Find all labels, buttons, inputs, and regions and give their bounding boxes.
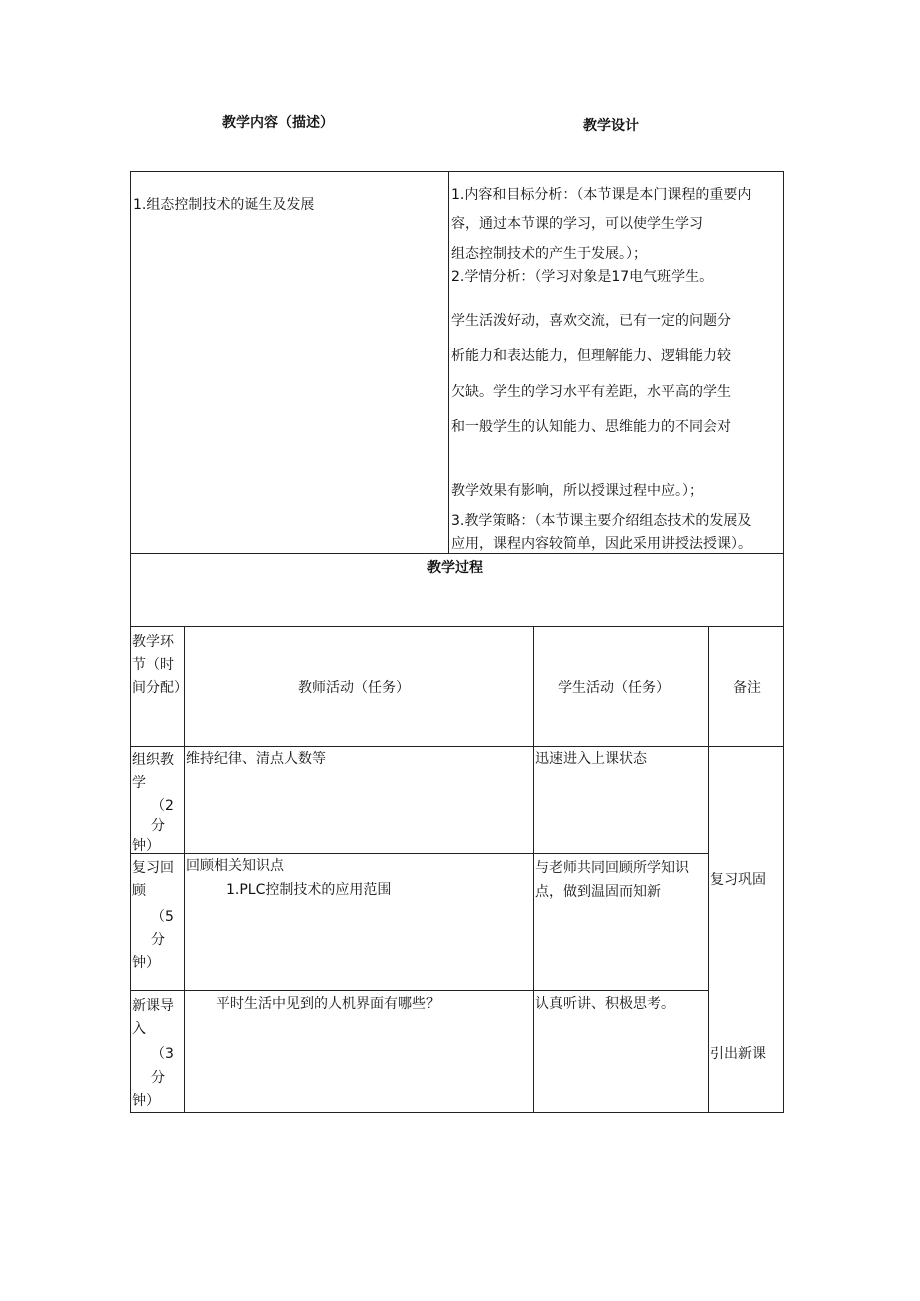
stage-header: 间分配）	[132, 680, 188, 696]
stage-header: 节（时	[132, 657, 174, 673]
student-cell: 迅速进入上课状态	[535, 751, 647, 767]
stage-cell: 学	[132, 775, 146, 791]
design-line: 析能力和表达能力，但理解能力、逻辑能力较	[451, 348, 731, 364]
stage-cell: 分	[151, 932, 165, 948]
stage-cell: （5	[151, 909, 174, 925]
stage-cell: 组织教	[132, 752, 174, 768]
stage-cell: 新课导	[132, 998, 174, 1014]
stage-cell: 分	[151, 1070, 165, 1086]
design-line: 组态控制技术的产生于发展。）；	[451, 246, 647, 262]
teacher-cell: 1.PLC控制技术的应用范围	[226, 882, 392, 898]
stage-cell: 入	[132, 1021, 146, 1037]
design-line: 欠缺。学生的学习水平有差距，水平高的学生	[451, 384, 731, 400]
design-line: 学生活泼好动，喜欢交流，已有一定的问题分	[451, 313, 731, 329]
teacher-header: 教师活动（任务）	[298, 680, 410, 696]
stage-cell: 顾	[132, 883, 146, 899]
teacher-cell: 回顾相关知识点	[186, 858, 284, 874]
design-line: 容，通过本节课的学习，可以使学生学习	[451, 216, 703, 232]
stage-cell: 分	[151, 818, 165, 834]
student-cell: 认真听讲、积极思考。	[535, 996, 675, 1012]
stage-cell: 钟）	[132, 1093, 160, 1109]
stage-cell: 钟）	[132, 955, 160, 971]
stage-header: 教学环	[132, 634, 174, 650]
student-header: 学生活动（任务）	[558, 680, 670, 696]
note-cell: 复习巩固	[710, 872, 766, 888]
stage-cell: 钟）	[132, 838, 160, 854]
teacher-cell: 维持纪律、清点人数等	[186, 751, 326, 767]
stage-cell: （3	[151, 1046, 174, 1062]
stage-cell: （2	[151, 798, 174, 814]
design-line: 1.内容和目标分析：（本节课是本门课程的重要内	[451, 187, 752, 203]
design-header: 教学设计	[583, 118, 639, 134]
topic-text: 1.组态控制技术的诞生及发展	[133, 197, 315, 213]
design-line: 教学效果有影响，所以授课过程中应。）；	[451, 483, 703, 499]
design-line: 3.教学策略：（本节课主要介绍组态技术的发展及	[451, 513, 752, 529]
design-line: 和一般学生的认知能力、思维能力的不同会对	[451, 419, 731, 435]
design-line: 应用，课程内容较简单，因此采用讲授法授课）。	[451, 536, 752, 552]
teacher-cell: 平时生活中见到的人机界面有哪些？	[216, 996, 440, 1012]
process-title: 教学过程	[427, 560, 483, 576]
note-header: 备注	[733, 680, 761, 696]
note-cell: 引出新课	[710, 1046, 766, 1062]
student-cell: 与老师共同回顾所学知识	[535, 860, 689, 876]
content-header: 教学内容（描述）	[222, 115, 334, 131]
student-cell: 点，做到温固而知新	[535, 884, 661, 900]
design-line: 2.学情分析：（学习对象是17电气班学生。	[451, 269, 714, 285]
stage-cell: 复习回	[132, 860, 174, 876]
